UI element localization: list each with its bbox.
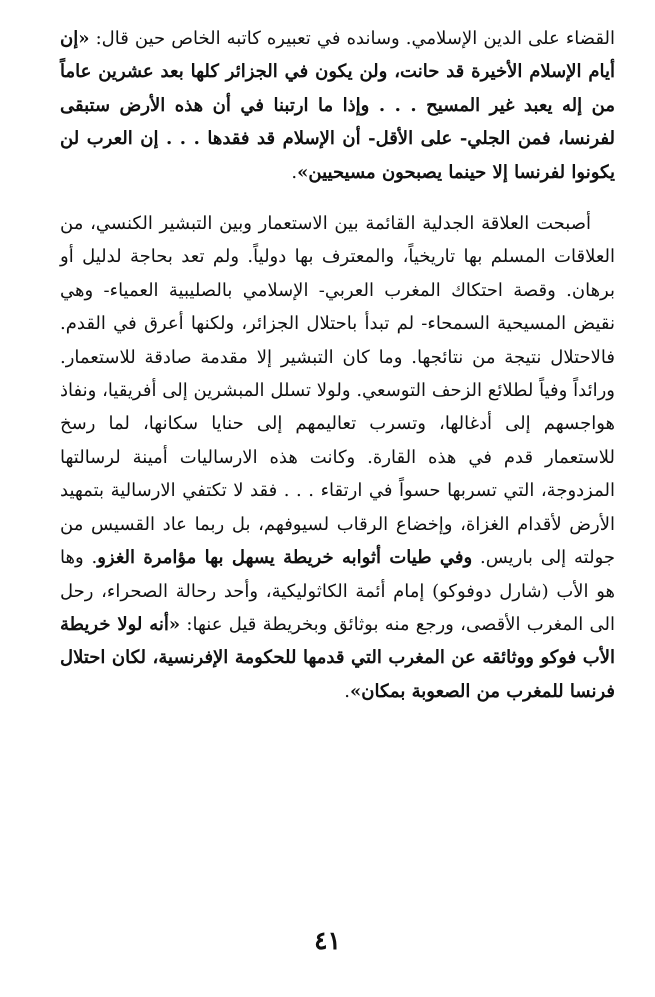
paragraph-2-quote: «أنه لولا: [117, 613, 181, 635]
paragraph-1-quote: «إن أيام الإسلام الأخيرة قد حانت، ولن يكون في الجزائر كلها بعد عشرين عاماً من إله يعبد غير المسيح . . . وإذا ما ارتبنا في أن هذه الأرض ستبقى لفرنسا، فمن الجلي- على الأقل- أن الإسلام قد فقدها . . . إن العرب لن يكونوا لفرنسا إلا حينما يصبحون مسيحيين»: [60, 28, 615, 183]
paragraph-2-quote-rest: خريطة الأب فوكو ووثائقه عن المغرب التي قدمها للحكومة الإفرنسية، لكان احتلال فرنسا للمغرب من الصعوبة بمكان»: [60, 613, 615, 702]
paragraph-2: [60, 207, 615, 708]
paragraph-1-intro: القضاء على الدين الإسلامي. وسانده في تعبيره كاتبه الخاص حين قال:: [89, 28, 615, 49]
page-number: ٤١: [314, 926, 341, 955]
page-content: [60, 22, 615, 708]
paragraph-2-end: .: [344, 680, 351, 702]
paragraph-1: [60, 22, 615, 189]
paragraph-2-body: أصبحت العلاقة الجدلية القائمة بين الاستعمار وبين التبشير الكنسي، من العلاقات المسلم بها تاريخياً، والمعترف بها دولياً. ولم تعد بحاجة لدليل أو برهان. وقصة احتكاك المغرب العربي- الإسلامي بالصليبية العمياء- وهي نقيض المسيحية السمحاء- لم تبدأ باحتلال الجزائر، ولكنها أعرق في القدم. فالاحتلال نتيجة من نتائجها. وما كان التبشير إلا مقدمة صادقة للاستعمار. ورائداً وفياً لطلائع الزحف التوسعي. ولولا تسلل المبشرين إلى أفريقيا، ونفاذ هواجسهم إلى أدغالها، وتسرب تعاليمهم إلى حنايا سكانها، لما رسخ للاستعمار قدم في هذه القارة. وكانت هذه الارساليات أمينة لرسالتها المزدوجة، التي تسربها حسواً في ارتقاء . . . فقد لا تكتفي الارسالية بتمهيد الأرض لأقدام الغزاة، وإخضاع الرقاب لسيوفهم، بل ربما عاد القسيس من جولته إلى باريس.: [60, 213, 615, 569]
paragraph-2-body-continued: . وها هو الأب (شارل دوفوكو) إمام أئمة الكاثوليكية، وأحد رحالة الصحراء، رحل الى المغرب الأقصى، ورجع منه بوثائق وبخريطة قيل عنها:: [60, 547, 615, 635]
paragraph-1-end: .: [291, 161, 298, 183]
paragraph-2-bold-phrase: وفي طيات أثوابه خريطة يسهل بها مؤامرة الغزو: [97, 547, 473, 569]
